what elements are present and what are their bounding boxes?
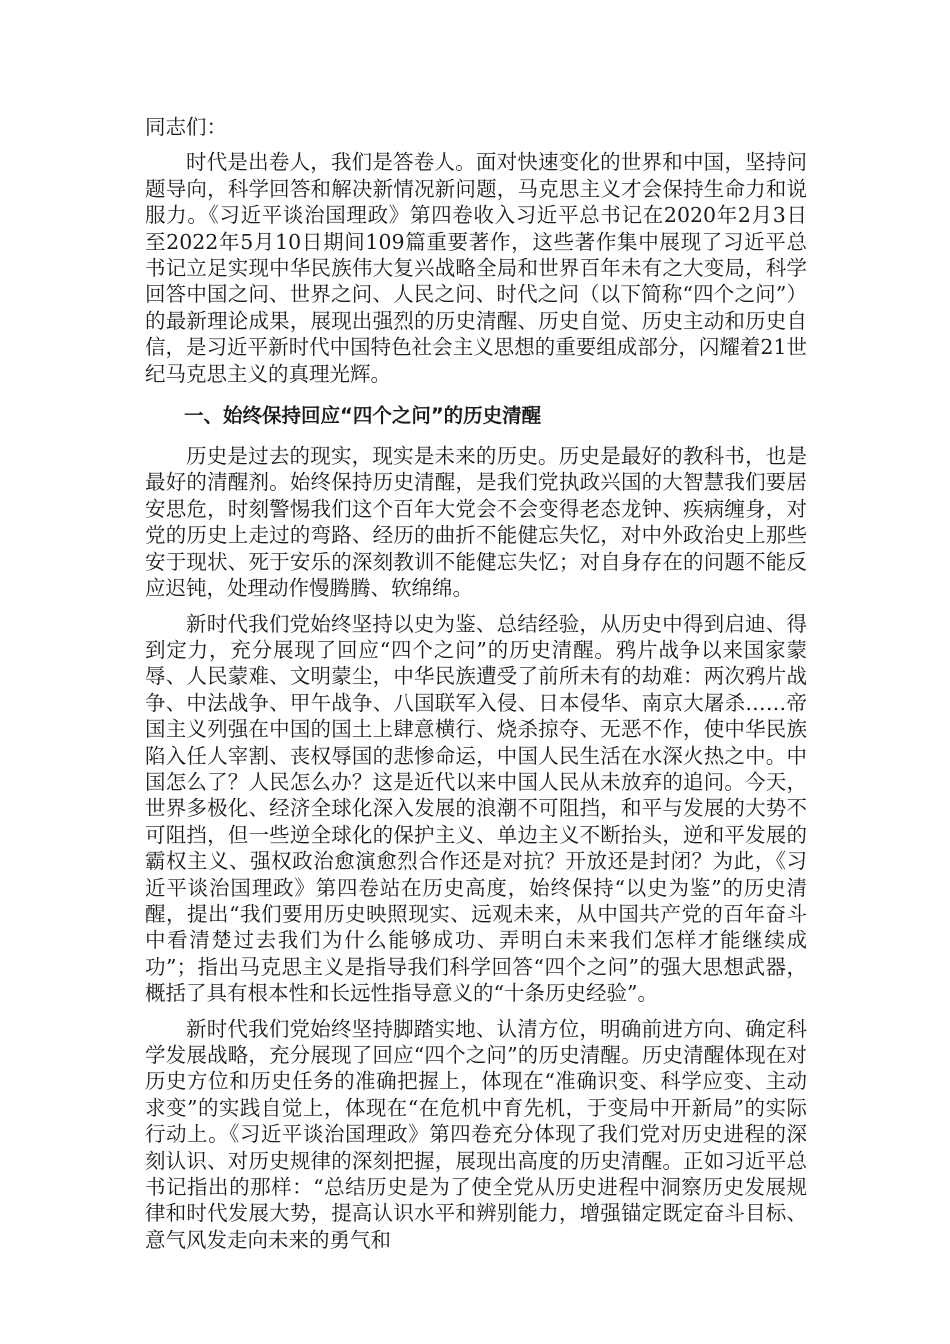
intro-paragraph: 时代是出卷人，我们是答卷人。面对快速变化的世界和中国，坚持问题导向，科学回答和解决新情况新问题，马克思主义才会保持生命力和说服力。《习近平谈治国理政》第四卷收入习近平总书记在2020年2月3日至2022年5月10日期间109篇重要著作，这些著作集中展现了习近平总书记立足实现中华民族伟大复兴战略全局和世界百年未有之大变局，科学回答中国之问、世界之问、人民之问、时代之问（以下简称“四个之问”）的最新理论成果，展现出强烈的历史清醒、历史自觉、历史主动和历史自信，是习近平新时代中国特色社会主义思想的重要组成部分，闪耀着21世纪马克思主义的真理光辉。 [145,150,807,386]
salutation: 同志们： [145,115,227,139]
document-body [145,114,807,1262]
section-paragraph-3: 新时代我们党始终坚持脚踏实地、认清方位，明确前进方向、确定科学发展战略，充分展现了回应“四个之问”的历史清醒。历史清醒体现在对历史方位和历史任务的准确把握上，体现在“准确识变、科学应变、主动求变”的实践自觉上，体现在“在危机中育先机，于变局中开新局”的实际行动上。《习近平谈治国理政》第四卷充分体现了我们党对历史进程的深刻认识、对历史规律的深刻把握，展现出高度的历史清醒。正如习近平总书记指出的那样：“总结历史是为了使全党从历史进程中洞察历史发展规律和时代发展大势，提高认识水平和辨别能力，增强锚定既定奋斗目标、意气风发走向未来的勇气和 [145,1016,807,1252]
section-paragraph-1: 历史是过去的现实，现实是未来的历史。历史是最好的教科书，也是最好的清醒剂。始终保持历史清醒，是我们党执政兴国的大智慧我们要居安思危，时刻警惕我们这个百年大党会不会变得老态龙钟、疾病缠身，对党的历史上走过的弯路、经历的曲折不能健忘失忆，对中外政治史上那些安于现状、死于安乐的深刻教训不能健忘失忆；对自身存在的问题不能反应迟钝，处理动作慢腾腾、软绵绵。 [145,444,807,601]
section-paragraph-2: 新时代我们党始终坚持以史为鉴、总结经验，从历史中得到启迪、得到定力，充分展现了回应“四个之问”的历史清醒。鸦片战争以来国家蒙辱、人民蒙难、文明蒙尘，中华民族遭受了前所未有的劫难：两次鸦片战争、中法战争、甲午战争、八国联军入侵、日本侵华、南京大屠杀……帝国主义列强在中国的国土上肆意横行、烧杀掠夺、无恶不作，使中华民族陷入任人宰割、丧权辱国的悲惨命运，中国人民生活在水深火热之中。中国怎么了？人民怎么办？这是近代以来中国人民从未放弃的追问。今天，世界多极化、经济全球化深入发展的浪潮不可阻挡，和平与发展的大势不可阻挡，但一些逆全球化的保护主义、单边主义不断抬头，逆和平发展的霸权主义、强权政治愈演愈烈合作还是对抗？开放还是封闭？为此，《习近平谈治国理政》第四卷站在历史高度，始终保持“以史为鉴”的历史清醒，提出“我们要用历史映照现实、远观未来，从中国共产党的百年奋斗中看清楚过去我们为什么能够成功、弄明白未来我们怎样才能继续成功”；指出马克思主义是指导我们科学回答“四个之问”的强大思想武器，概括了具有根本性和长远性指导意义的“十条历史经验”。 [145,611,807,1006]
section-heading: 一、始终保持回应“四个之问”的历史清醒 [184,404,542,428]
